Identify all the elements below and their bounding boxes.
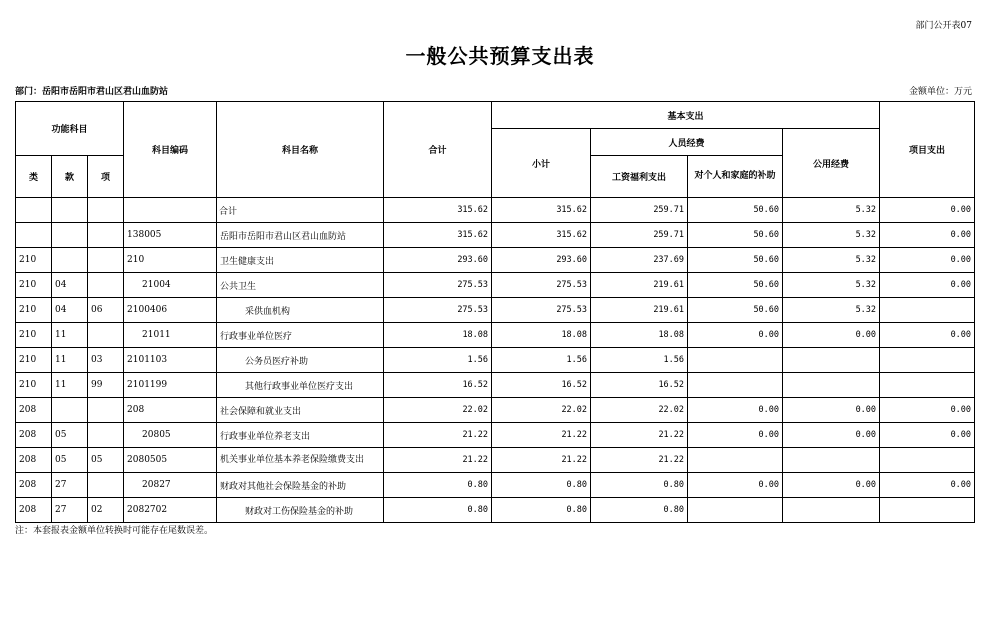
unit-label: 金额单位：万元	[908, 87, 972, 97]
code-cell: 2082702	[124, 498, 217, 523]
lei-cell: 210	[16, 323, 52, 348]
kuan-header: 款	[52, 156, 88, 198]
kuan-cell: 11	[52, 348, 88, 373]
xiang-cell: 06	[88, 298, 124, 323]
subtotal-header: 小计	[492, 129, 591, 198]
report-number: 部门公开表07	[915, 21, 972, 31]
table-row	[16, 398, 975, 423]
lei-cell: 208	[16, 448, 52, 473]
kuan-cell	[52, 248, 88, 273]
kuan-cell: 27	[52, 473, 88, 498]
lei-cell: 208	[16, 498, 52, 523]
kuan-cell	[52, 198, 88, 223]
subtotal-cell: 0.80	[492, 498, 591, 523]
lei-cell: 210	[16, 348, 52, 373]
project-header: 项目支出	[880, 102, 975, 198]
public-cell	[783, 373, 880, 398]
public-cell: 5.32	[783, 248, 880, 273]
kuan-cell: 05	[52, 448, 88, 473]
lei-cell: 210	[16, 273, 52, 298]
name-cell: 合计	[217, 198, 384, 223]
salary-cell: 219.61	[591, 298, 688, 323]
salary-cell: 1.56	[591, 348, 688, 373]
subtotal-cell: 21.22	[492, 448, 591, 473]
public-header: 公用经费	[783, 129, 880, 198]
code-cell: 210	[124, 248, 217, 273]
department-label: 部门：岳阳市岳阳市君山区君山血防站	[15, 87, 169, 97]
code-cell: 2101103	[124, 348, 217, 373]
xiang-cell	[88, 273, 124, 298]
xiang-cell	[88, 398, 124, 423]
table-row	[16, 323, 975, 348]
total-cell: 293.60	[384, 248, 492, 273]
project-cell: 0.00	[880, 198, 975, 223]
code-cell: 2080505	[124, 448, 217, 473]
individual-header: 对个人和家庭的补助	[688, 156, 783, 198]
name-cell: 其他行政事业单位医疗支出	[217, 373, 384, 398]
total-cell: 1.56	[384, 348, 492, 373]
project-cell	[880, 498, 975, 523]
salary-cell: 16.52	[591, 373, 688, 398]
xiang-cell	[88, 248, 124, 273]
xiang-cell: 05	[88, 448, 124, 473]
individual-cell: 0.00	[688, 398, 783, 423]
project-cell: 0.00	[880, 423, 975, 448]
public-cell: 5.32	[783, 298, 880, 323]
public-cell: 0.00	[783, 423, 880, 448]
code-header: 科目编码	[124, 102, 217, 198]
salary-cell: 18.08	[591, 323, 688, 348]
total-cell: 0.80	[384, 473, 492, 498]
subtotal-cell: 22.02	[492, 398, 591, 423]
basic-header: 基本支出	[492, 102, 880, 129]
table-row	[16, 223, 975, 248]
public-cell: 5.32	[783, 223, 880, 248]
individual-cell	[688, 448, 783, 473]
code-cell: 20827	[124, 473, 217, 498]
total-cell: 18.08	[384, 323, 492, 348]
xiang-cell	[88, 323, 124, 348]
total-cell: 21.22	[384, 448, 492, 473]
xiang-cell	[88, 423, 124, 448]
lei-cell: 208	[16, 423, 52, 448]
xiang-cell	[88, 473, 124, 498]
name-cell: 行政事业单位医疗	[217, 323, 384, 348]
salary-cell: 0.80	[591, 498, 688, 523]
total-cell: 275.53	[384, 298, 492, 323]
salary-cell: 237.69	[591, 248, 688, 273]
subtotal-cell: 0.80	[492, 473, 591, 498]
name-cell: 社会保障和就业支出	[217, 398, 384, 423]
code-cell: 20805	[124, 423, 217, 448]
table-row	[16, 248, 975, 273]
page-title: 一般公共预算支出表	[405, 44, 595, 68]
subtotal-cell: 315.62	[492, 223, 591, 248]
salary-cell: 21.22	[591, 448, 688, 473]
footnote: 注：本套报表金额单位转换时可能存在尾数误差。	[15, 526, 214, 536]
total-cell: 0.80	[384, 498, 492, 523]
table-row	[16, 348, 975, 373]
salary-cell: 219.61	[591, 273, 688, 298]
code-cell: 2101199	[124, 373, 217, 398]
individual-cell	[688, 373, 783, 398]
lei-cell: 208	[16, 398, 52, 423]
xiang-cell: 02	[88, 498, 124, 523]
public-cell	[783, 348, 880, 373]
total-cell: 21.22	[384, 423, 492, 448]
project-cell	[880, 348, 975, 373]
individual-cell: 50.60	[688, 198, 783, 223]
public-cell: 0.00	[783, 398, 880, 423]
func-subject-header: 功能科目	[16, 102, 124, 156]
code-cell: 21011	[124, 323, 217, 348]
table-row	[16, 373, 975, 398]
individual-cell: 50.60	[688, 248, 783, 273]
xiang-cell: 03	[88, 348, 124, 373]
xiang-cell: 99	[88, 373, 124, 398]
individual-cell: 0.00	[688, 323, 783, 348]
name-cell: 卫生健康支出	[217, 248, 384, 273]
salary-cell: 259.71	[591, 198, 688, 223]
subtotal-cell: 315.62	[492, 198, 591, 223]
kuan-cell: 27	[52, 498, 88, 523]
subtotal-cell: 21.22	[492, 423, 591, 448]
name-cell: 财政对工伤保险基金的补助	[217, 498, 384, 523]
salary-cell: 21.22	[591, 423, 688, 448]
salary-cell: 0.80	[591, 473, 688, 498]
lei-cell: 210	[16, 248, 52, 273]
xiang-cell	[88, 198, 124, 223]
total-cell: 315.62	[384, 198, 492, 223]
table-row	[16, 198, 975, 223]
salary-cell: 259.71	[591, 223, 688, 248]
kuan-cell	[52, 398, 88, 423]
project-cell	[880, 298, 975, 323]
subtotal-cell: 1.56	[492, 348, 591, 373]
individual-cell: 0.00	[688, 423, 783, 448]
name-cell: 机关事业单位基本养老保险缴费支出	[217, 448, 384, 473]
kuan-cell: 04	[52, 273, 88, 298]
name-cell: 采供血机构	[217, 298, 384, 323]
code-cell: 21004	[124, 273, 217, 298]
individual-cell: 50.60	[688, 223, 783, 248]
lei-cell: 208	[16, 473, 52, 498]
total-cell: 315.62	[384, 223, 492, 248]
name-cell: 财政对其他社会保险基金的补助	[217, 473, 384, 498]
table-row	[16, 423, 975, 448]
individual-cell: 50.60	[688, 298, 783, 323]
public-cell: 0.00	[783, 473, 880, 498]
individual-cell: 50.60	[688, 273, 783, 298]
project-cell	[880, 448, 975, 473]
salary-cell: 22.02	[591, 398, 688, 423]
table-row	[16, 448, 975, 473]
subtotal-cell: 18.08	[492, 323, 591, 348]
subtotal-cell: 275.53	[492, 273, 591, 298]
project-cell: 0.00	[880, 248, 975, 273]
budget-table	[15, 101, 975, 523]
lei-header: 类	[16, 156, 52, 198]
public-cell: 5.32	[783, 273, 880, 298]
total-cell: 22.02	[384, 398, 492, 423]
project-cell: 0.00	[880, 273, 975, 298]
code-cell: 2100406	[124, 298, 217, 323]
personnel-header: 人员经费	[591, 129, 783, 156]
subtotal-cell: 293.60	[492, 248, 591, 273]
public-cell: 0.00	[783, 323, 880, 348]
public-cell: 5.32	[783, 198, 880, 223]
subtotal-cell: 16.52	[492, 373, 591, 398]
code-cell	[124, 198, 217, 223]
project-cell: 0.00	[880, 398, 975, 423]
kuan-cell: 11	[52, 323, 88, 348]
lei-cell	[16, 223, 52, 248]
name-cell: 公务员医疗补助	[217, 348, 384, 373]
name-cell: 岳阳市岳阳市君山区君山血防站	[217, 223, 384, 248]
xiang-header: 项	[88, 156, 124, 198]
project-cell: 0.00	[880, 473, 975, 498]
subtotal-cell: 275.53	[492, 298, 591, 323]
lei-cell	[16, 198, 52, 223]
kuan-cell	[52, 223, 88, 248]
individual-cell	[688, 498, 783, 523]
lei-cell: 210	[16, 373, 52, 398]
individual-cell	[688, 348, 783, 373]
table-row	[16, 473, 975, 498]
table-row	[16, 273, 975, 298]
lei-cell: 210	[16, 298, 52, 323]
kuan-cell: 04	[52, 298, 88, 323]
table-row	[16, 298, 975, 323]
total-cell: 275.53	[384, 273, 492, 298]
name-cell: 公共卫生	[217, 273, 384, 298]
public-cell	[783, 448, 880, 473]
public-cell	[783, 498, 880, 523]
name-cell: 行政事业单位养老支出	[217, 423, 384, 448]
salary-header: 工资福利支出	[591, 156, 688, 198]
table-row	[16, 498, 975, 523]
total-header: 合计	[384, 102, 492, 198]
xiang-cell	[88, 223, 124, 248]
code-cell: 208	[124, 398, 217, 423]
individual-cell: 0.00	[688, 473, 783, 498]
name-header: 科目名称	[217, 102, 384, 198]
project-cell: 0.00	[880, 223, 975, 248]
project-cell	[880, 373, 975, 398]
project-cell: 0.00	[880, 323, 975, 348]
code-cell: 138005	[124, 223, 217, 248]
kuan-cell: 05	[52, 423, 88, 448]
kuan-cell: 11	[52, 373, 88, 398]
total-cell: 16.52	[384, 373, 492, 398]
